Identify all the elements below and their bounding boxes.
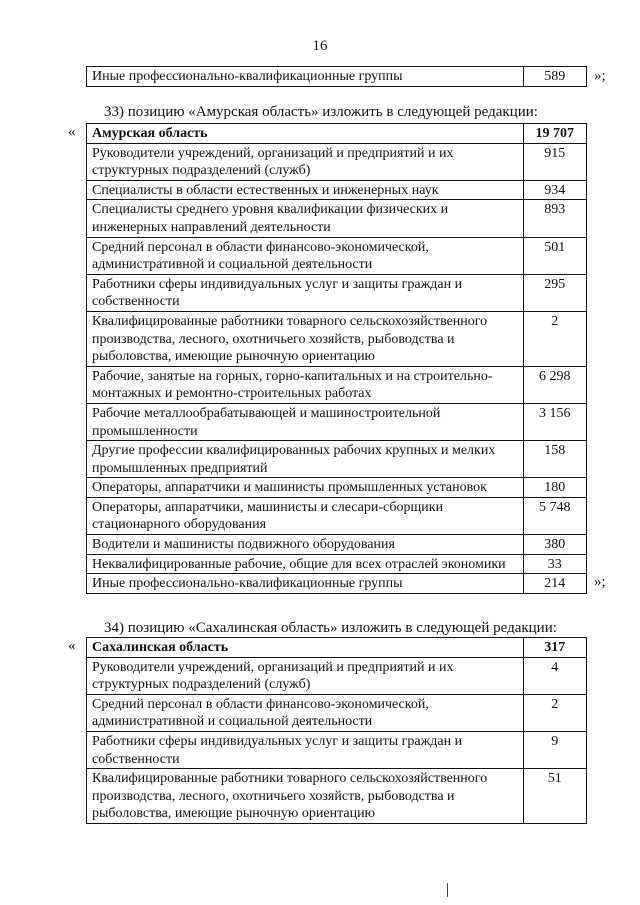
occupation-group: Средний персонал в области финансово-экономической, административной и социальной деятельности xyxy=(87,237,524,274)
group-count: 158 xyxy=(523,441,586,478)
table-row xyxy=(87,237,587,274)
group-count: 51 xyxy=(523,769,586,824)
group-count: 4 xyxy=(523,657,586,694)
table-row xyxy=(87,554,587,574)
table-row xyxy=(87,731,587,768)
occupation-group: Квалифицированные работники товарного сельскохозяйственного производства, лесного, охотничьего хозяйств, рыбоводства и рыболовства, имеющие рыночную ориентацию xyxy=(87,311,524,366)
table-row xyxy=(87,441,587,478)
row-value: 589 xyxy=(523,67,586,87)
opening-quote: « xyxy=(68,124,76,140)
top-continuation-table xyxy=(86,66,587,87)
table-row xyxy=(87,403,587,440)
section-34-instruction: 34) позицию «Сахалинская область» изложить в следующей редакции: xyxy=(104,620,557,636)
occupation-group: Рабочие, занятые на горных, горно-капитальных и на строительно-монтажных и ремонтно-строительных работах xyxy=(87,366,524,403)
page-edge-mark xyxy=(447,883,449,897)
closing-quote: »; xyxy=(594,68,606,84)
table-row xyxy=(87,67,587,87)
table-row xyxy=(87,535,587,555)
occupation-group: Неквалифицированные рабочие, общие для всех отраслей экономики xyxy=(87,554,524,574)
occupation-group: Квалифицированные работники товарного сельскохозяйственного производства, лесного, охотничьего хозяйств, рыбоводства и рыболовства, имеющие рыночную ориентацию xyxy=(87,769,524,824)
table-row xyxy=(87,574,587,594)
group-count: 915 xyxy=(523,143,586,180)
table-row xyxy=(87,143,587,180)
occupation-group: Руководители учреждений, организаций и предприятий и их структурных подразделений (служб) xyxy=(87,657,524,694)
occupation-group: Работники сферы индивидуальных услуг и защиты граждан и собственности xyxy=(87,274,524,311)
group-count: 380 xyxy=(523,535,586,555)
occupation-group: Специалисты среднего уровня квалификации физических и инженерных направлений деятельности xyxy=(87,200,524,237)
occupation-group: Средний персонал в области финансово-экономической, административной и социальной деятельности xyxy=(87,694,524,731)
section-33-instruction: 33) позицию «Амурская область» изложить в следующей редакции: xyxy=(104,104,538,120)
closing-quote: »; xyxy=(594,574,606,590)
group-count: 501 xyxy=(523,237,586,274)
region-name: Сахалинская область xyxy=(87,638,524,658)
occupation-group: Операторы, аппаратчики и машинисты промышленных установок xyxy=(87,478,524,498)
table-row xyxy=(87,311,587,366)
region-total: 19 707 xyxy=(523,124,586,144)
table-row xyxy=(87,366,587,403)
opening-quote: « xyxy=(68,638,76,654)
occupation-group: Рабочие металлообрабатывающей и машиностроительной промышленности xyxy=(87,403,524,440)
group-count: 295 xyxy=(523,274,586,311)
occupation-group: Специалисты в области естественных и инженерных наук xyxy=(87,180,524,200)
occupation-group: Руководители учреждений, организаций и предприятий и их структурных подразделений (служб) xyxy=(87,143,524,180)
group-count: 3 156 xyxy=(523,403,586,440)
region-header-row xyxy=(87,638,587,658)
page-number: 16 xyxy=(312,38,328,54)
amur-region-table xyxy=(86,123,587,594)
occupation-group: Работники сферы индивидуальных услуг и защиты граждан и собственности xyxy=(87,731,524,768)
group-count: 5 748 xyxy=(523,497,586,534)
region-header-row xyxy=(87,124,587,144)
group-count: 33 xyxy=(523,554,586,574)
table-row xyxy=(87,657,587,694)
group-count: 893 xyxy=(523,200,586,237)
group-count: 2 xyxy=(523,694,586,731)
table-row xyxy=(87,694,587,731)
table-row xyxy=(87,478,587,498)
table-row xyxy=(87,274,587,311)
group-count: 9 xyxy=(523,731,586,768)
table-row xyxy=(87,180,587,200)
occupation-group: Другие профессии квалифицированных рабочих крупных и мелких промышленных предприятий xyxy=(87,441,524,478)
group-count: 6 298 xyxy=(523,366,586,403)
group-count: 180 xyxy=(523,478,586,498)
table-row xyxy=(87,497,587,534)
sakhalin-region-table xyxy=(86,637,587,824)
table-row xyxy=(87,200,587,237)
region-name: Амурская область xyxy=(87,124,524,144)
region-total: 317 xyxy=(523,638,586,658)
group-count: 2 xyxy=(523,311,586,366)
group-count: 214 xyxy=(523,574,586,594)
occupation-group: Операторы, аппаратчики, машинисты и слесари-сборщики стационарного оборудования xyxy=(87,497,524,534)
occupation-group: Водители и машинисты подвижного оборудования xyxy=(87,535,524,555)
row-name: Иные профессионально-квалификационные группы xyxy=(87,67,524,87)
occupation-group: Иные профессионально-квалификационные группы xyxy=(87,574,524,594)
group-count: 934 xyxy=(523,180,586,200)
table-row xyxy=(87,769,587,824)
